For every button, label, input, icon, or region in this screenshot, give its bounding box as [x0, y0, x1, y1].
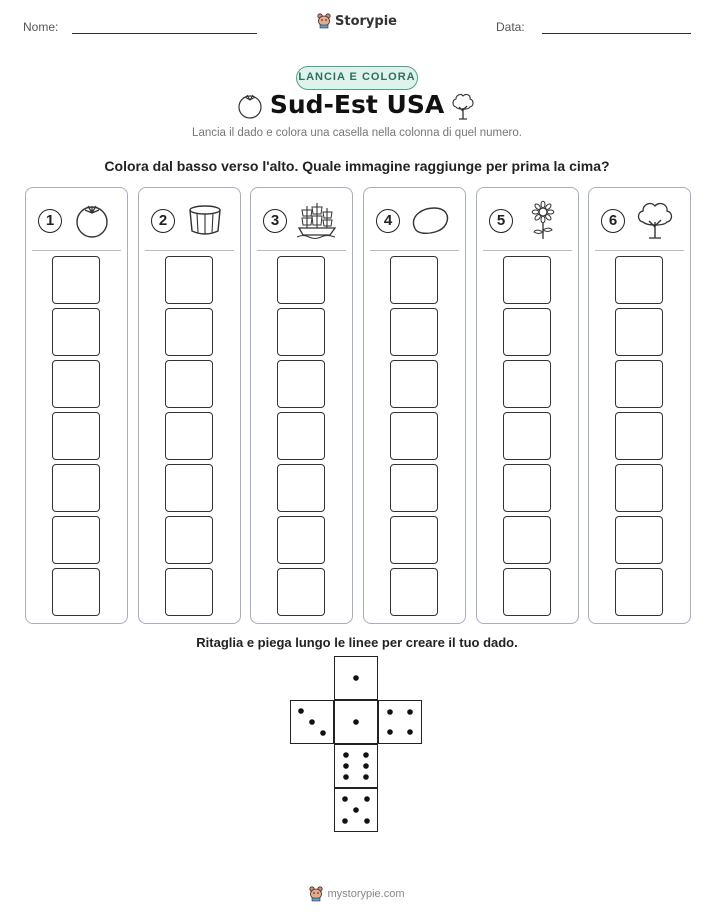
column-3: [250, 187, 353, 624]
color-cell[interactable]: [503, 308, 551, 356]
footer-url[interactable]: mystorypie.com: [327, 888, 405, 900]
color-cell[interactable]: [615, 568, 663, 616]
color-cell[interactable]: [277, 516, 325, 564]
dice-face-1: [334, 656, 378, 700]
color-cell[interactable]: [52, 412, 100, 460]
storypie-logo-icon: [317, 13, 331, 29]
color-cell[interactable]: [165, 412, 213, 460]
tree-icon: [450, 92, 476, 120]
color-cell[interactable]: [503, 464, 551, 512]
subtitle: Lancia il dado e colora una casella nella colonna di quel numero.: [192, 127, 522, 139]
name-label: Nome:: [23, 20, 59, 34]
color-cell[interactable]: [390, 568, 438, 616]
dice-face-5: [334, 788, 378, 832]
footer: [0, 886, 714, 907]
color-cell[interactable]: [165, 464, 213, 512]
storypie-logo-icon: [309, 886, 323, 902]
color-cell[interactable]: [165, 308, 213, 356]
column-number: 6: [601, 209, 625, 233]
color-cell[interactable]: [52, 360, 100, 408]
column-1: [25, 187, 128, 624]
color-cell[interactable]: [277, 256, 325, 304]
date-line[interactable]: [542, 33, 691, 34]
brand: [0, 13, 714, 34]
color-cell[interactable]: [277, 568, 325, 616]
color-cell[interactable]: [165, 256, 213, 304]
dice-face-6: [334, 744, 378, 788]
dice-face-4: [378, 700, 422, 744]
column-2: [138, 187, 241, 624]
color-cell[interactable]: [503, 516, 551, 564]
color-cell[interactable]: [503, 256, 551, 304]
color-cell[interactable]: [277, 464, 325, 512]
color-cell[interactable]: [390, 308, 438, 356]
column-4: [363, 187, 466, 624]
date-label: Data:: [496, 20, 525, 34]
potato-icon: [408, 200, 452, 240]
color-cell[interactable]: [52, 308, 100, 356]
brand-name: Storypie: [335, 13, 397, 29]
color-cell[interactable]: [277, 360, 325, 408]
dice-face-1: [334, 700, 378, 744]
column-6: [588, 187, 691, 624]
activity-badge: LANCIA E COLORA: [296, 66, 418, 90]
color-cell[interactable]: [615, 360, 663, 408]
page-title: Sud-Est USA: [269, 90, 445, 119]
color-cell[interactable]: [615, 256, 663, 304]
color-cell[interactable]: [503, 412, 551, 460]
color-cell[interactable]: [165, 568, 213, 616]
color-cell[interactable]: [390, 360, 438, 408]
column-number: 4: [376, 209, 400, 233]
color-cell[interactable]: [165, 516, 213, 564]
sunflower-icon: [521, 200, 565, 240]
tree-icon: [633, 200, 677, 240]
color-cell[interactable]: [615, 412, 663, 460]
ship-icon: [295, 200, 339, 240]
color-cell[interactable]: [52, 568, 100, 616]
color-cell[interactable]: [52, 516, 100, 564]
color-cell[interactable]: [503, 568, 551, 616]
color-cell[interactable]: [615, 516, 663, 564]
column-number: 1: [38, 209, 62, 233]
color-cell[interactable]: [503, 360, 551, 408]
instruction: Colora dal basso verso l'alto. Quale immagine raggiunge per prima la cima?: [104, 158, 610, 174]
drum-icon: [183, 200, 227, 240]
cut-instruction: Ritaglia e piega lungo le linee per creare il tuo dado.: [196, 635, 518, 650]
color-cell[interactable]: [52, 464, 100, 512]
color-cell[interactable]: [390, 464, 438, 512]
column-number: 2: [151, 209, 175, 233]
color-cell[interactable]: [277, 412, 325, 460]
tomato-icon: [70, 200, 114, 240]
color-cell[interactable]: [52, 256, 100, 304]
column-number: 3: [263, 209, 287, 233]
color-cell[interactable]: [390, 256, 438, 304]
color-cell[interactable]: [165, 360, 213, 408]
color-cell[interactable]: [615, 464, 663, 512]
color-cell[interactable]: [615, 308, 663, 356]
column-number: 5: [489, 209, 513, 233]
color-cell[interactable]: [390, 412, 438, 460]
dice-face-3: [290, 700, 334, 744]
color-cell[interactable]: [390, 516, 438, 564]
column-5: [476, 187, 579, 624]
color-cell[interactable]: [277, 308, 325, 356]
